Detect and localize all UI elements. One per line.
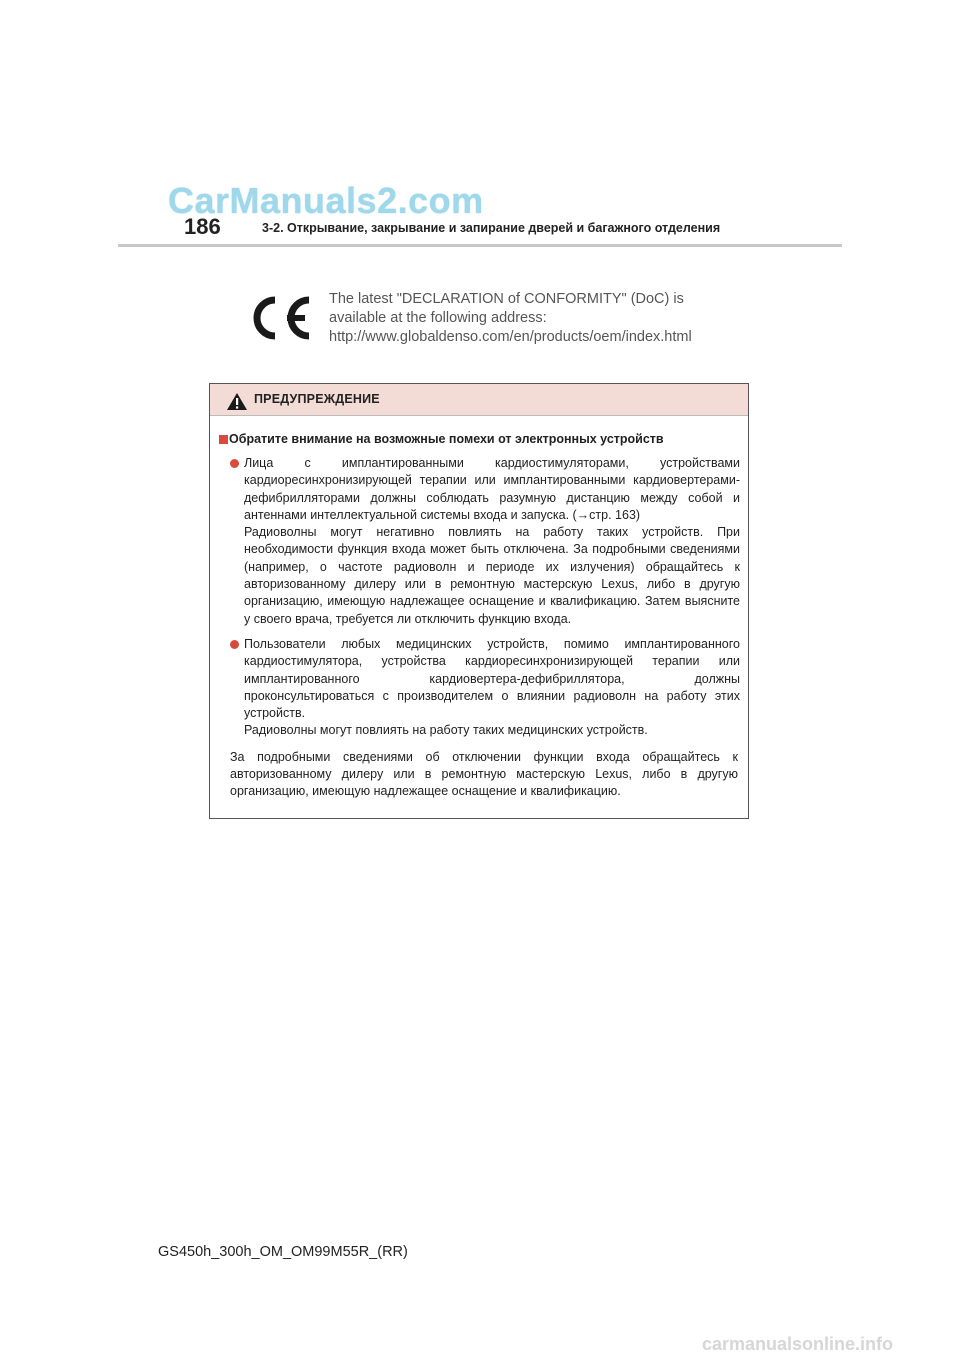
section-title: 3-2. Открывание, закрывание и запирание дверей и багажного отделения bbox=[262, 221, 721, 235]
warning-title: ПРЕДУПРЕЖДЕНИЕ bbox=[254, 392, 380, 406]
doc-line: available at the following address: bbox=[329, 310, 547, 326]
closing-paragraph: За подробными сведениями об отключении функции входа обращайтесь к авторизованному дилеру или в ремонтную мастерскую Lexus, либо в другую организацию, имеющую надлежащее оснащение и квалификацию. bbox=[230, 749, 738, 799]
bullet-paragraph: Пользователи любых медицинских устройств, помимо имплантированного кардиостимулятора, устройства кардиоресинхронизирующей терапии или имплантированного кардиовертера-дефибриллятора, должны проконсультироваться с производителем о влиянии радиоволн на работу этих устройств. bbox=[244, 636, 740, 721]
footer-watermark: carmanualsonline.info bbox=[702, 1334, 894, 1354]
declaration-of-conformity-text bbox=[329, 290, 749, 347]
header-divider bbox=[118, 244, 842, 247]
warning-header bbox=[210, 384, 748, 416]
bullet-paragraph: Радиоволны могут повлиять на работу таких медицинских устройств. bbox=[244, 723, 648, 738]
doc-url: http://www.globaldenso.com/en/products/oem/index.html bbox=[329, 329, 692, 345]
warning-box bbox=[209, 383, 749, 819]
red-bullet-dot-icon bbox=[230, 459, 239, 468]
bullet-paragraph: Радиоволны могут негативно повлиять на работу таких устройств. При необходимости функция входа может быть отключена. За подробными сведениями (например, о частоте радиоволн и периоде их излучения) обращайтесь к авторизованному дилеру или в ремонтную мастерскую Lexus, либо в другую организацию, имеющую надлежащее оснащение и квалификацию. Затем выясните у своего врача, требуется ли отключить функцию входа. bbox=[244, 525, 740, 626]
page-number: 186 bbox=[184, 214, 221, 239]
doc-line: The latest "DECLARATION of CONFORMITY" (DoC) is bbox=[329, 291, 684, 307]
document-code: GS450h_300h_OM_OM99M55R_(RR) bbox=[158, 1244, 408, 1260]
bullet-item bbox=[220, 636, 740, 740]
red-square-icon bbox=[219, 435, 228, 444]
subheading-text: Обратите внимание на возможные помехи от электронных устройств bbox=[229, 432, 664, 446]
warning-subheading bbox=[220, 432, 740, 447]
bullet-item bbox=[220, 455, 740, 628]
red-bullet-dot-icon bbox=[230, 640, 239, 649]
warning-triangle-icon bbox=[226, 392, 248, 411]
bullet-paragraph: Лица с имплантированными кардиостимуляторами, устройствами кардиоресинхронизирующей терапии или имплантированными кардиовертерами-дефибрилляторами должны соблюдать разумную дистанцию между собой и антеннами интеллектуальной системы входа и запуска. (→стр. 163) bbox=[244, 456, 740, 522]
ce-mark-icon bbox=[247, 294, 313, 342]
watermark-logo: CarManuals2.com bbox=[168, 180, 484, 221]
warning-body bbox=[210, 416, 748, 801]
